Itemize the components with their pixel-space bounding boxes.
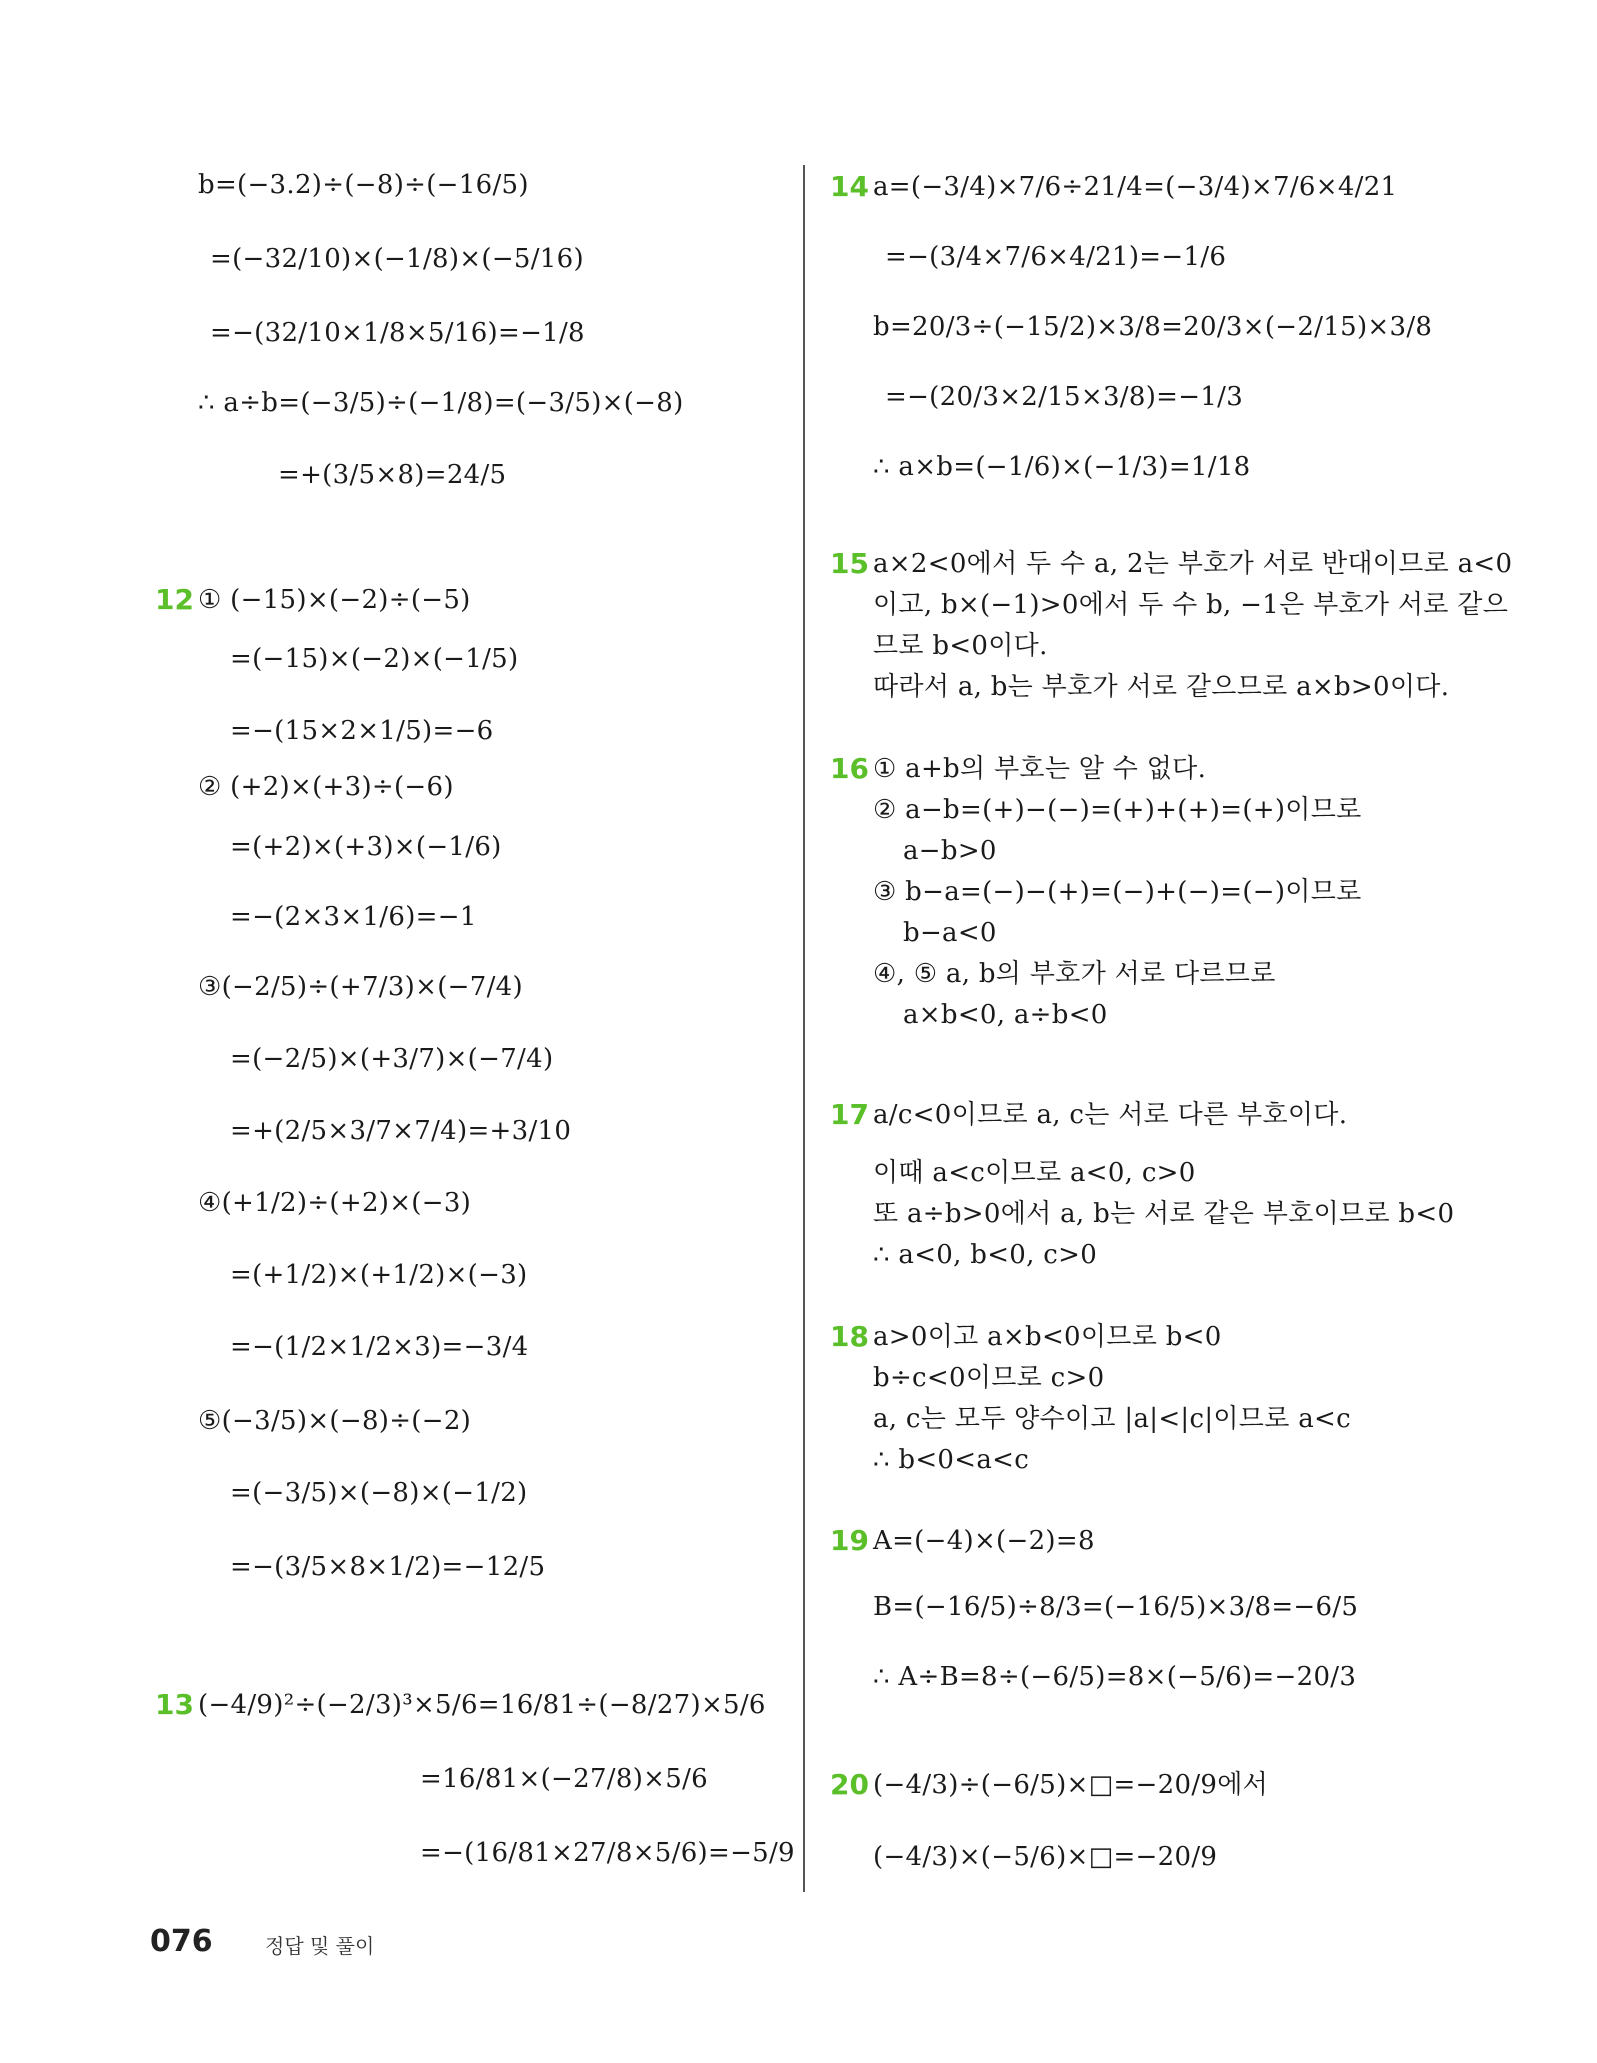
sol20-line: (−4/3)÷(−6/5)×□=−20/9에서	[873, 1770, 1269, 1800]
sol16-line: ② a−b=(+)−(−)=(+)+(+)=(+)이므로	[873, 795, 1362, 825]
sol13-line: (−4/9)²÷(−2/3)³×5/6=16/81÷(−8/27)×5/6	[198, 1690, 766, 1720]
sol12-line: =−(15×2×1/5)=−6	[230, 716, 494, 746]
problem-number-13: 13	[155, 1688, 194, 1721]
sol14-line: =−(20/3×2/15×3/8)=−1/3	[885, 382, 1244, 412]
sol12-line: =−(1/2×1/2×3)=−3/4	[230, 1332, 529, 1362]
sol16-line: a×b<0, a÷b<0	[903, 1000, 1108, 1030]
problem-number-16: 16	[830, 752, 869, 785]
problem-number-12: 12	[155, 583, 194, 616]
sol11-line: ∴ a÷b=(−3/5)÷(−1/8)=(−3/5)×(−8)	[198, 388, 684, 418]
sol13-line: =16/81×(−27/8)×5/6	[420, 1764, 708, 1794]
sol11-line: =(−32/10)×(−1/8)×(−5/16)	[210, 244, 584, 274]
sol12-line: =(−3/5)×(−8)×(−1/2)	[230, 1478, 528, 1508]
problem-number-14: 14	[830, 170, 869, 203]
sol15-line: a×2<0에서 두 수 a, 2는 부호가 서로 반대이므로 a<0	[873, 549, 1513, 579]
problem-number-18: 18	[830, 1320, 869, 1353]
sol12-line: =+(2/5×3/7×7/4)=+3/10	[230, 1116, 572, 1146]
sol18-line: ∴ b<0<a<c	[873, 1445, 1030, 1475]
sol11-line-b: b=(−3.2)÷(−8)÷(−16/5)	[198, 170, 529, 200]
sol12-line: =(+1/2)×(+1/2)×(−3)	[230, 1260, 528, 1290]
problem-number-15: 15	[830, 547, 869, 580]
problem-number-19: 19	[830, 1524, 869, 1557]
sol16-line: a−b>0	[903, 836, 997, 866]
sol13-line: =−(16/81×27/8×5/6)=−5/9	[420, 1838, 795, 1868]
sol14-line: a=(−3/4)×7/6÷21/4=(−3/4)×7/6×4/21	[873, 172, 1398, 202]
problem-number-17: 17	[830, 1098, 869, 1131]
sol17-line: ∴ a<0, b<0, c>0	[873, 1240, 1098, 1270]
sol12-line: ④(+1/2)÷(+2)×(−3)	[198, 1188, 472, 1218]
sol20-line: (−4/3)×(−5/6)×□=−20/9	[873, 1842, 1218, 1872]
sol16-line: b−a<0	[903, 918, 997, 948]
sol17-line: 이때 a<c이므로 a<0, c>0	[873, 1158, 1196, 1188]
sol11-line: =−(32/10×1/8×5/16)=−1/8	[210, 318, 585, 348]
sol18-line: a, c는 모두 양수이고 |a|<|c|이므로 a<c	[873, 1404, 1351, 1434]
sol16-line: ① a+b의 부호는 알 수 없다.	[873, 754, 1207, 784]
page-number: 076	[150, 1924, 213, 1959]
footer-label: 정답 및 풀이	[265, 1934, 375, 1958]
sol14-line: =−(3/4×7/6×4/21)=−1/6	[885, 242, 1227, 272]
sol15-line: 이고, b×(−1)>0에서 두 수 b, −1은 부호가 서로 같으	[873, 590, 1509, 620]
sol15-line: 따라서 a, b는 부호가 서로 같으므로 a×b>0이다.	[873, 672, 1450, 702]
sol16-line: ③ b−a=(−)−(+)=(−)+(−)=(−)이므로	[873, 877, 1362, 907]
sol17-line: 또 a÷b>0에서 a, b는 서로 같은 부호이므로 b<0	[873, 1199, 1455, 1229]
sol12-line: ③(−2/5)÷(+7/3)×(−7/4)	[198, 972, 523, 1002]
sol11-line: =+(3/5×8)=24/5	[278, 460, 507, 490]
sol16-line: ④, ⑤ a, b의 부호가 서로 다르므로	[873, 959, 1276, 989]
sol19-line: ∴ A÷B=8÷(−6/5)=8×(−5/6)=−20/3	[873, 1662, 1357, 1692]
sol18-line: b÷c<0이므로 c>0	[873, 1363, 1105, 1393]
problem-number-20: 20	[830, 1768, 869, 1801]
sol12-line: ① (−15)×(−2)÷(−5)	[198, 585, 471, 615]
sol19-line: A=(−4)×(−2)=8	[873, 1526, 1095, 1556]
sol17-line: a/c<0이므로 a, c는 서로 다른 부호이다.	[873, 1100, 1348, 1130]
sol14-line: b=20/3÷(−15/2)×3/8=20/3×(−2/15)×3/8	[873, 312, 1433, 342]
sol12-line: ② (+2)×(+3)÷(−6)	[198, 772, 454, 802]
sol12-line: =−(3/5×8×1/2)=−12/5	[230, 1552, 546, 1582]
sol14-line: ∴ a×b=(−1/6)×(−1/3)=1/18	[873, 452, 1251, 482]
sol12-line: ⑤(−3/5)×(−8)÷(−2)	[198, 1406, 472, 1436]
sol12-line: =−(2×3×1/6)=−1	[230, 902, 477, 932]
sol15-line: 므로 b<0이다.	[873, 631, 1048, 661]
column-divider	[803, 165, 805, 1892]
sol12-line: =(−15)×(−2)×(−1/5)	[230, 644, 519, 674]
sol18-line: a>0이고 a×b<0이므로 b<0	[873, 1322, 1222, 1352]
sol19-line: B=(−16/5)÷8/3=(−16/5)×3/8=−6/5	[873, 1592, 1359, 1622]
sol12-line: =(+2)×(+3)×(−1/6)	[230, 832, 502, 862]
sol12-line: =(−2/5)×(+3/7)×(−7/4)	[230, 1044, 554, 1074]
